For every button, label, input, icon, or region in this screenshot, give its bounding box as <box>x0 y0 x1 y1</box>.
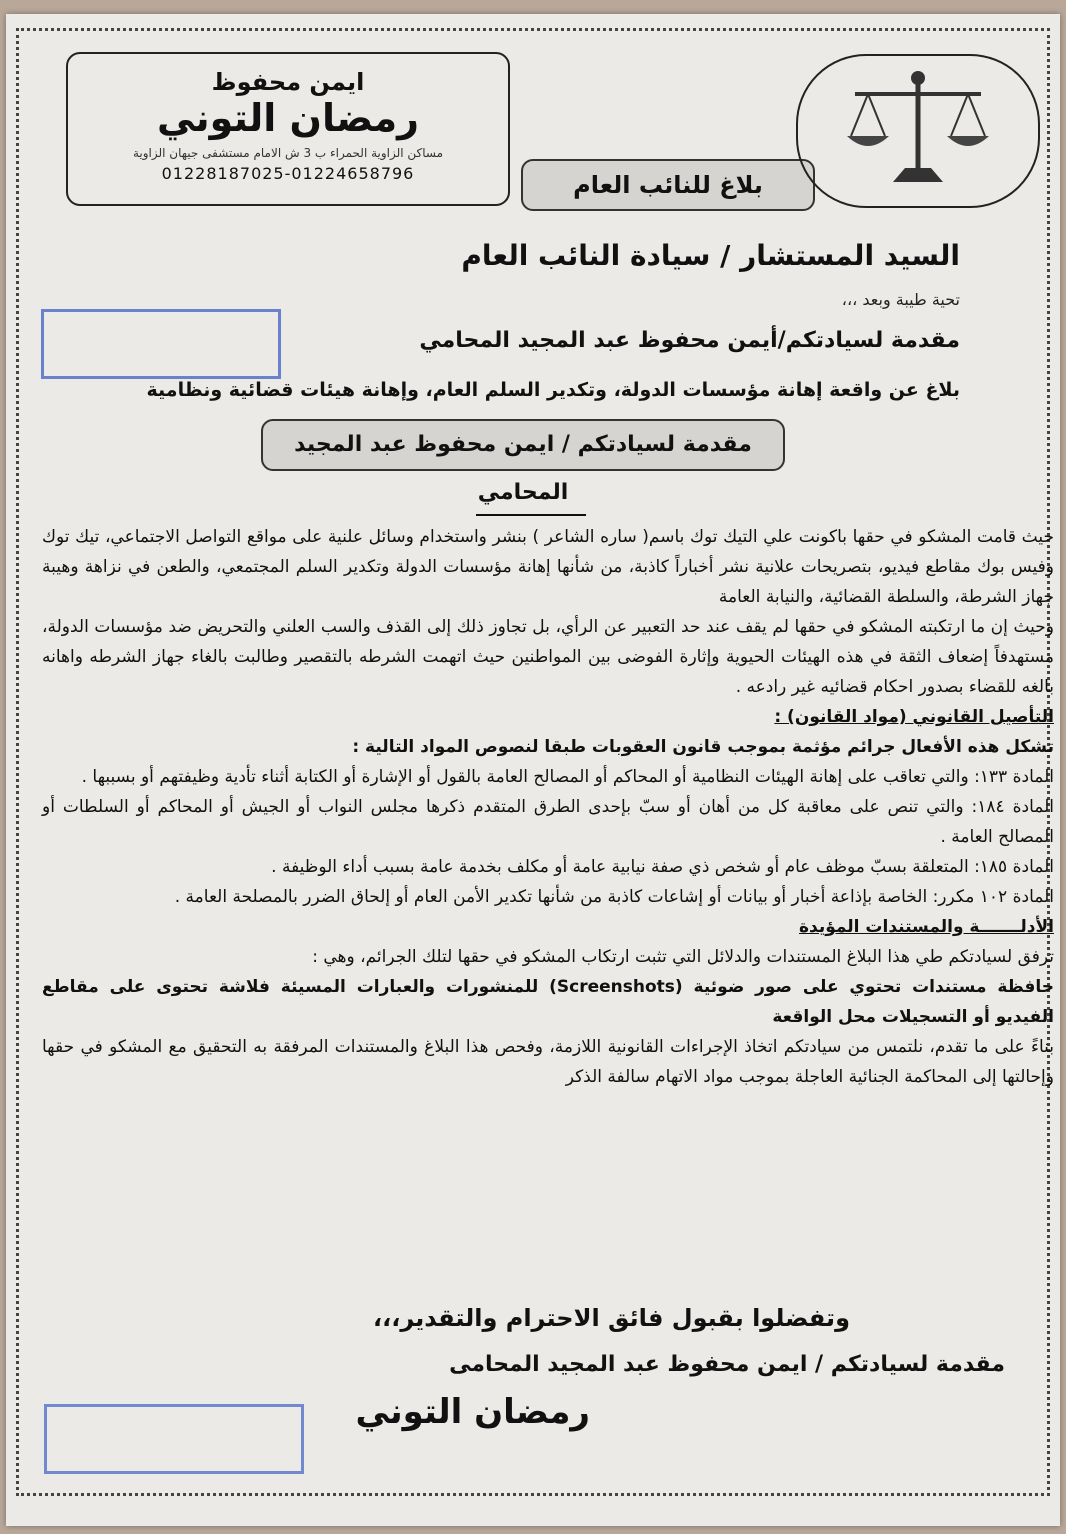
article-133: المادة ١٣٣: والتي تعاقب على إهانة الهيئات النظامية أو المحاكم أو المصالح العامة بالقول أو الإشارة أو الكتابة أثناء تأدية وظيفتهم أو بسببها . <box>81 767 1054 787</box>
subject-line: بلاغ عن واقعة إهانة مؤسسات الدولة، وتكدير السلم العام، وإهانة هيئات قضائية ونظامية <box>146 379 960 401</box>
signature-name: رمضان التوني <box>355 1392 590 1432</box>
paragraph-allegations: وحيث إن ما ارتكبته المشكو في حقها لم يقف عند حد التعبير عن الرأي، بل تجاوز ذلك إلى القذف والسب العلني والتحريض ضد مؤسسات الدولة، مستهدفاً إضعاف الثقة في هذه الهيئات الحيوية وإثارة الفوضى بين المواطنين حيث اتهمت الشرطه بالتقصير وطالبت بالغاء جهاز الشرطه واهانه بالغه للقضاء بصدور احكام قضائيه غير رادعه . <box>42 617 1054 697</box>
addressee: السيد المستشار / سيادة النائب العام <box>461 239 960 272</box>
divider-line <box>476 514 586 516</box>
evidence-intro: ترفق لسيادتكم طي هذا البلاغ المستندات والدلائل التي تثبت ارتكاب المشكو في حقها لتلك الجرائم، وهي : <box>312 947 1054 967</box>
evidence-heading: الأدلـــــــة والمستندات المؤيدة <box>799 917 1054 937</box>
legal-intro: تشكل هذه الأفعال جرائم مؤثمة بموجب قانون العقوبات طبقا لنصوص المواد التالية : <box>352 737 1054 757</box>
article-184: المادة ١٨٤: والتي تنص على معاقبة كل من أهان أو سبّ بإحدى الطرق المتقدم ذكرها مجلس النواب أو الجيش أو المحاكم أو السلطات أو المصالح العامة . <box>42 797 1054 847</box>
stamp-bottom <box>44 1404 304 1474</box>
document-page <box>6 14 1060 1526</box>
paragraph-facts: حيث قامت المشكو في حقها باكونت علي التيك توك باسم( ساره الشاعر ) بنشر واستخدام وسائل علنية على مواقع التواصل الاجتماعي، تيك توك وفيس بوك مقاطع فيديو، بتصريحات علانية نشر أخباراً كاذبة، من شأنها إهانة مؤسسات الدولة وتكدير السلم المجتمعي، والطعن في نزاهة وهيبة جهاز الشرطة، والسلطة القضائية، والنيابة العامة <box>42 527 1054 607</box>
letterhead-name-line1: ايمن محفوظ <box>211 68 365 96</box>
evidence-item: حافظة مستندات تحتوي على صور ضوئية (Screenshots) للمنشورات والعبارات المسيئة فلاشة تحتوى على مقاطع الفيديو أو التسجيلات محل الواقعة <box>42 977 1054 1027</box>
letterhead-name-line2: رمضان التوني <box>156 96 420 140</box>
article-185: المادة ١٨٥: المتعلقة بسبّ موظف عام أو شخص ذي صفة نيابية عامة أو مكلف بخدمة عامة بسبب أداء الوظيفة . <box>271 857 1054 877</box>
presented-box: مقدمة لسيادتكم / ايمن محفوظ عبد المجيد المحامي <box>261 419 785 471</box>
report-title: بلاغ للنائب العام <box>521 159 815 211</box>
request-paragraph: بناءً على ما تقدم، نلتمس من سيادتكم اتخاذ الإجراءات القانونية اللازمة، وفحص هذا البلاغ والمستندات المرفقة به التحقيق مع المشكو في حقها وإحالتها إلى المحاكمة الجنائية العاجلة بموجب مواد الاتهام سالفة الذكر <box>42 1037 1054 1087</box>
legal-heading: التأصيل القانوني (مواد القانون) : <box>774 707 1054 727</box>
letterhead-address: مساكن الزاوية الحمراء ب 3 ش الامام مستشفى جيهان الزاوية <box>132 146 444 160</box>
justice-logo <box>796 54 1040 208</box>
letterhead-phones: 01228187025-01224658796 <box>161 164 415 183</box>
signature-line: مقدمة لسيادتكم / ايمن محفوظ عبد المجيد المحامى <box>449 1352 1005 1377</box>
letterhead-box <box>66 52 510 206</box>
greeting: تحية طيبة وبعد ،،، <box>841 290 960 309</box>
body-text <box>42 522 1054 1092</box>
scales-icon <box>833 64 1003 194</box>
closing-line: وتفضلوا بقبول فائق الاحترام والتقدير،،، <box>373 1304 850 1332</box>
presented-by-line: مقدمة لسيادتكم/أيمن محفوظ عبد المجيد المحامي <box>419 328 960 353</box>
stamp-top <box>41 309 281 379</box>
article-102: المادة ١٠٢ مكرر: الخاصة بإذاعة أخبار أو بيانات أو إشاعات كاذبة من شأنها تكدير الأمن العام أو إلحاق الضرر بالمصلحة العامة . <box>174 887 1054 907</box>
